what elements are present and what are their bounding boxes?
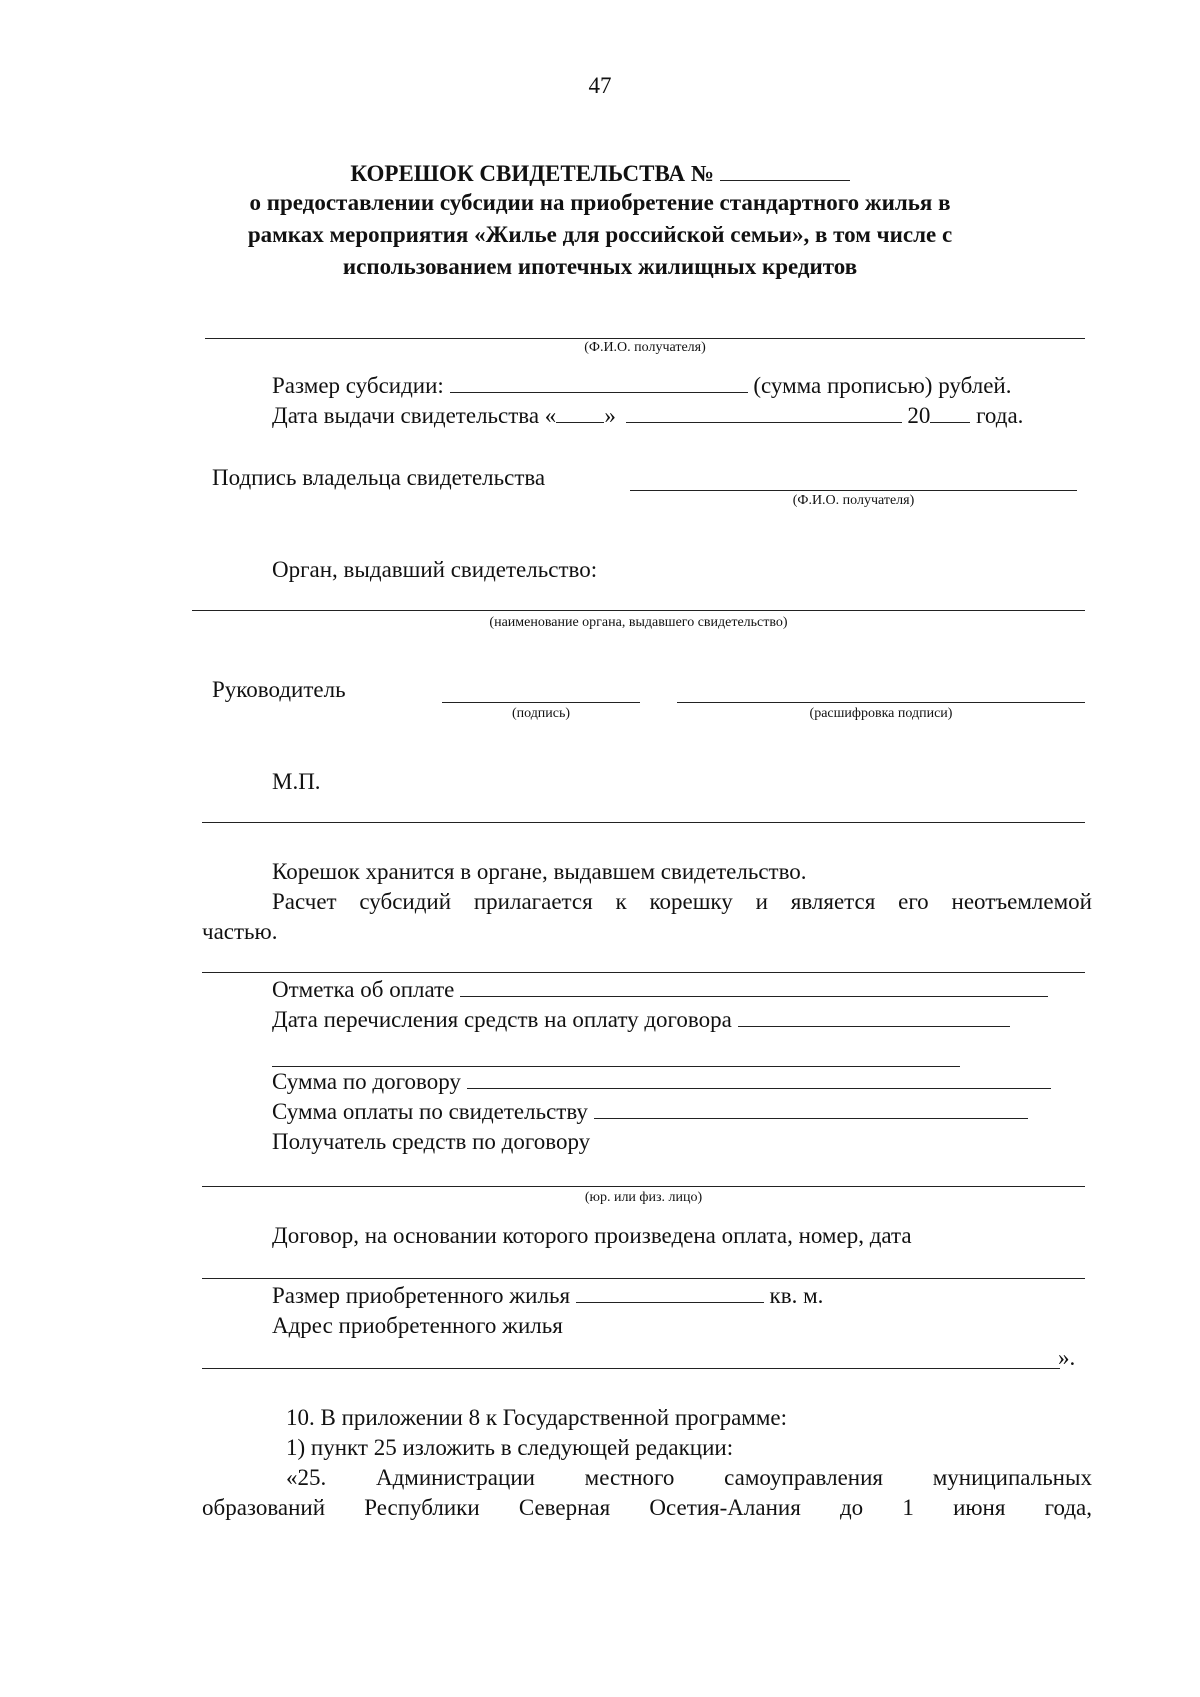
- recipient-fio-line: [205, 338, 1085, 339]
- housing-address-line: [202, 1368, 1060, 1369]
- paragraph-10: 10. В приложении 8 к Государственной программе:: [286, 1405, 788, 1430]
- issue-year-blank: [930, 402, 970, 423]
- housing-size-label: Размер приобретенного жилья: [272, 1283, 571, 1308]
- body-word: Администрации: [375, 1465, 535, 1490]
- issuing-body-line: [192, 610, 1085, 611]
- contract-sum-row: [272, 1068, 1051, 1096]
- housing-address-label: Адрес приобретенного жилья: [272, 1313, 563, 1338]
- certificate-sum-label: Сумма оплаты по свидетельству: [272, 1099, 588, 1124]
- paragraph-10-item-1: 1) пункт 25 изложить в следующей редакции:: [286, 1435, 734, 1460]
- funds-recipient-label: Получатель средств по договору: [272, 1129, 591, 1154]
- body-word: Северная: [518, 1495, 611, 1520]
- closing-quote: ».: [1058, 1345, 1076, 1370]
- transfer-date-continuation-line: [272, 1066, 960, 1067]
- paragraph-25-line-1: [286, 1464, 1092, 1492]
- title-line-1: [0, 158, 1200, 189]
- caption-signature-decoding: (расшифровка подписи): [809, 706, 953, 721]
- note-word: его: [898, 889, 929, 914]
- title-line-3: рамках мероприятия «Жилье для российской семьи», в том числе с: [247, 222, 953, 247]
- transfer-date-label: Дата перечисления средств на оплату договора: [272, 1007, 732, 1032]
- body-word: года,: [1044, 1495, 1092, 1520]
- note-word: неотъемлемой: [951, 889, 1092, 914]
- body-word: Республики: [364, 1495, 480, 1520]
- housing-size-unit: кв. м.: [769, 1283, 824, 1308]
- issue-date-quote-close: »: [604, 403, 616, 428]
- issue-year-prefix: 20: [907, 403, 931, 428]
- caption-owner-fio: (Ф.И.О. получателя): [792, 493, 915, 508]
- caption-legal-or-natural: (юр. или физ. лицо): [584, 1190, 703, 1205]
- note-stub-kept: Корешок хранится в органе, выдавшем свидетельство.: [272, 859, 807, 884]
- note-part-of: частью.: [202, 919, 278, 944]
- issue-date-label: Дата выдачи свидетельства «: [272, 403, 557, 428]
- owner-signature-line: [630, 490, 1077, 491]
- title-certificate-stub: КОРЕШОК СВИДЕТЕЛЬСТВА №: [350, 161, 714, 186]
- head-label: Руководитель: [212, 677, 346, 702]
- certificate-sum-blank: [594, 1098, 1028, 1119]
- issue-day-blank: [556, 402, 604, 423]
- subsidy-size-suffix: (сумма прописью) рублей.: [753, 373, 1012, 398]
- body-word: муниципальных: [932, 1465, 1092, 1490]
- note-word: является: [790, 889, 876, 914]
- housing-size-blank: [576, 1282, 764, 1303]
- separator-line-2: [202, 972, 1085, 973]
- body-word: «25.: [286, 1465, 327, 1490]
- note-word: корешку: [649, 889, 733, 914]
- contract-basis-line: [202, 1278, 1085, 1279]
- payment-mark-blank: [460, 976, 1048, 997]
- head-signature-line: [442, 702, 640, 703]
- caption-recipient-fio: (Ф.И.О. получателя): [584, 340, 706, 355]
- subsidy-size-blank: [450, 372, 748, 393]
- certificate-number-blank: [720, 158, 850, 181]
- subsidy-size-label: Размер субсидии:: [272, 373, 444, 398]
- body-word: самоуправления: [724, 1465, 883, 1490]
- transfer-date-blank: [738, 1006, 1010, 1027]
- housing-size-row: [272, 1282, 823, 1310]
- contract-sum-blank: [467, 1068, 1051, 1089]
- head-signature-decoding-line: [677, 702, 1085, 703]
- body-word: 1: [902, 1495, 914, 1520]
- payment-mark-row: [272, 976, 1048, 1004]
- funds-recipient-line: [202, 1186, 1085, 1187]
- body-word: июня: [953, 1495, 1006, 1520]
- seal-label: М.П.: [272, 769, 321, 794]
- body-word: до: [839, 1495, 864, 1520]
- transfer-date-row: [272, 1006, 1010, 1034]
- payment-mark-label: Отметка об оплате: [272, 977, 455, 1002]
- body-word: местного: [584, 1465, 675, 1490]
- issue-date-suffix: года.: [976, 403, 1024, 428]
- subsidy-size-row: [272, 372, 1011, 400]
- note-calculation-attached: [272, 888, 1092, 916]
- body-word: образований: [202, 1495, 326, 1520]
- note-word: Расчет: [272, 889, 337, 914]
- caption-signature: (подпись): [511, 706, 571, 721]
- note-word: к: [615, 889, 627, 914]
- issue-month-blank: [626, 402, 902, 423]
- paragraph-25-line-2: [202, 1494, 1092, 1522]
- issue-date-row: [272, 402, 1023, 430]
- certificate-sum-row: [272, 1098, 1028, 1126]
- issuing-body-label: Орган, выдавший свидетельство:: [272, 557, 598, 582]
- page-number: 47: [588, 73, 612, 98]
- separator-line-1: [202, 822, 1085, 823]
- note-word: и: [755, 889, 768, 914]
- body-word: Осетия-Алания: [649, 1495, 801, 1520]
- contract-basis-label: Договор, на основании которого произведена оплата, номер, дата: [272, 1223, 912, 1248]
- owner-signature-label: Подпись владельца свидетельства: [212, 465, 546, 490]
- contract-sum-label: Сумма по договору: [272, 1069, 461, 1094]
- note-word: прилагается: [473, 889, 593, 914]
- title-line-2: о предоставлении субсидии на приобретение стандартного жилья в: [249, 190, 951, 215]
- note-word: субсидий: [359, 889, 452, 914]
- title-line-4: использованием ипотечных жилищных кредитов: [342, 254, 858, 279]
- caption-issuer-name: (наименование органа, выдавшего свидетельство): [489, 615, 788, 630]
